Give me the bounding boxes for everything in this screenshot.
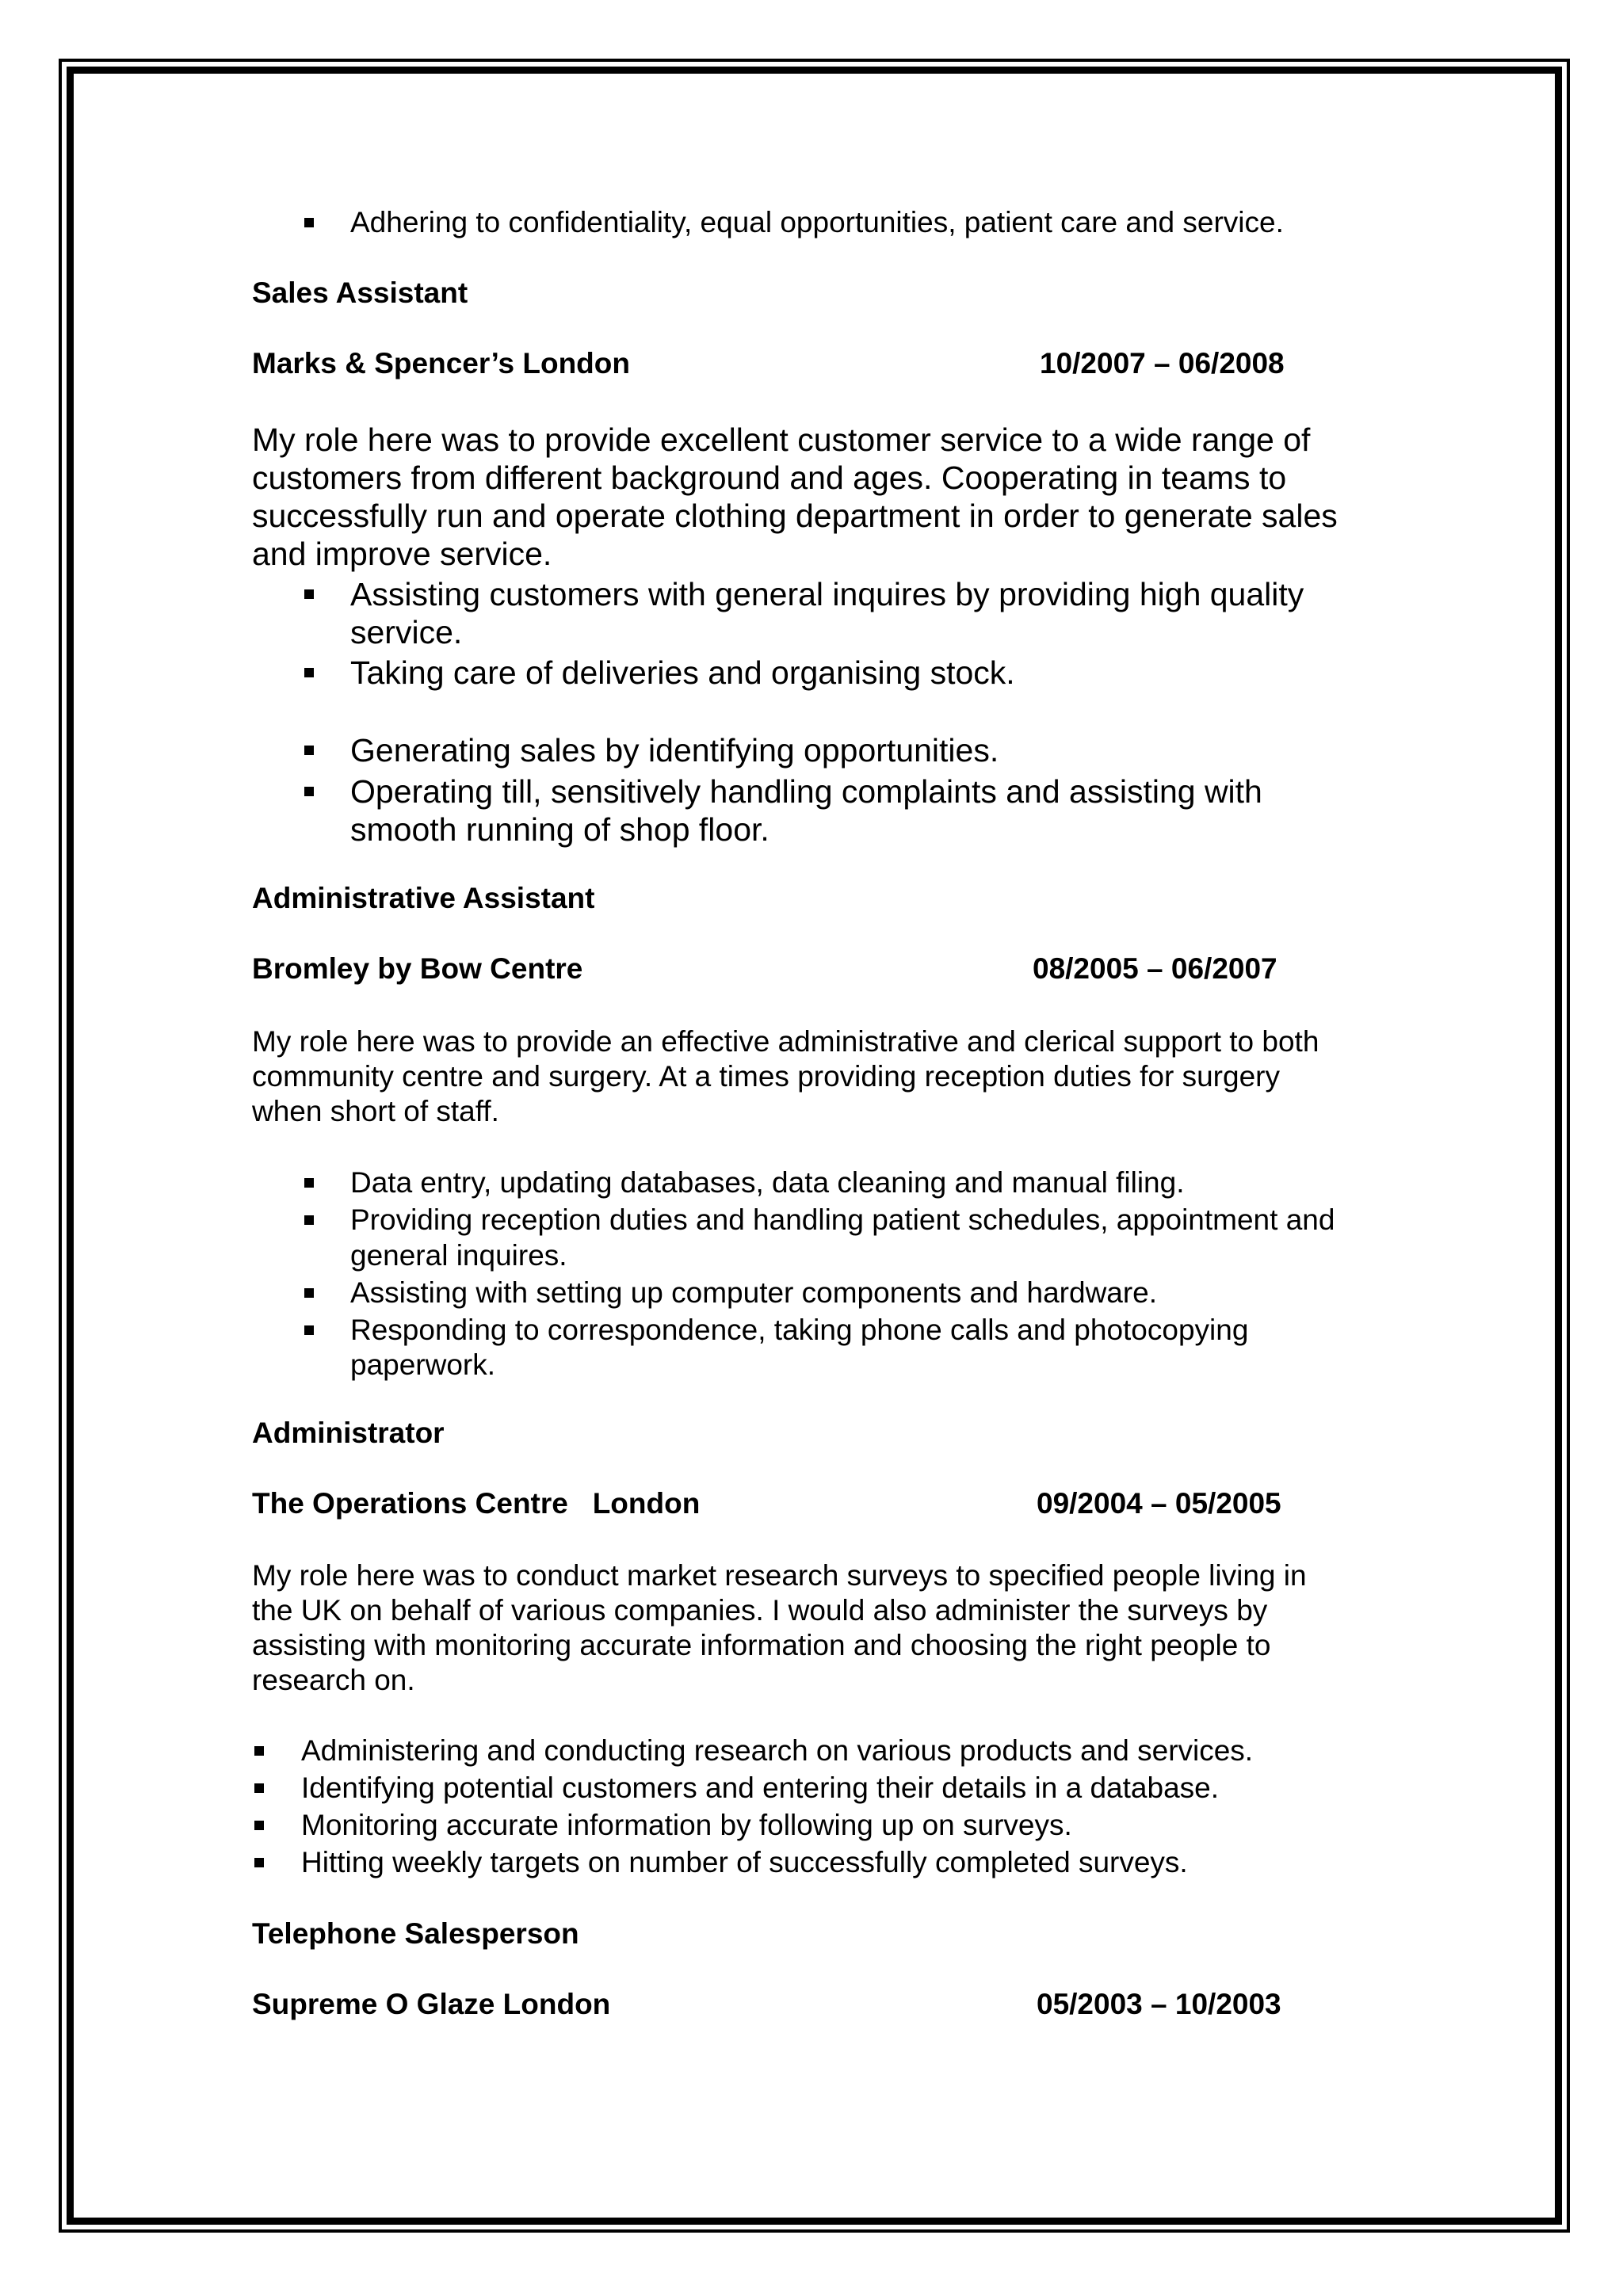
bullet-text: service. <box>350 614 463 650</box>
bullet-text: general inquires. <box>350 1239 567 1272</box>
job-employer: Bromley by Bow Centre <box>252 952 583 985</box>
bullet-text: Providing reception duties and handling patient schedules, appointment and <box>350 1203 1335 1236</box>
bullet-text: Monitoring accurate information by following up on surveys. <box>301 1809 1072 1841</box>
bullet-text: Assisting with setting up computer components and hardware. <box>350 1276 1158 1309</box>
bullet-text: paperwork. <box>350 1348 496 1381</box>
job-description-line: when short of staff. <box>252 1095 499 1127</box>
bullet-text: Taking care of deliveries and organising stock. <box>350 654 1015 691</box>
job-title: Administrative Assistant <box>252 882 595 914</box>
job-dates: 10/2007 – 06/2008 <box>1040 347 1285 379</box>
bullet-square-icon <box>254 1821 264 1830</box>
bullet-square-icon <box>304 589 314 599</box>
bullet-text: Responding to correspondence, taking phone calls and photocopying <box>350 1314 1249 1346</box>
bullet-text: Operating till, sensitively handling complaints and assisting with <box>350 773 1262 810</box>
job-description-line: community centre and surgery. At a times providing reception duties for surgery <box>252 1060 1280 1093</box>
job-employer: Supreme O Glaze London <box>252 1988 611 2020</box>
bullet-square-icon <box>304 1178 314 1188</box>
bullet-square-icon <box>254 1783 264 1793</box>
job-dates: 05/2003 – 10/2003 <box>1037 1988 1281 2020</box>
job-description-line: My role here was to provide an effective administrative and clerical support to both <box>252 1025 1319 1058</box>
bullet-text: Assisting customers with general inquires by providing high quality <box>350 576 1304 612</box>
bullet-text: Administering and conducting research on various products and services. <box>301 1734 1254 1767</box>
bullet-square-icon <box>304 218 314 227</box>
job-description-line: My role here was to provide excellent customer service to a wide range of <box>252 421 1311 458</box>
bullet-text: Generating sales by identifying opportunities. <box>350 732 999 769</box>
job-title: Administrator <box>252 1417 445 1449</box>
job-title: Telephone Salesperson <box>252 1917 579 1950</box>
bullet-square-icon <box>254 1746 264 1756</box>
job-description-line: research on. <box>252 1664 415 1696</box>
job-dates: 08/2005 – 06/2007 <box>1033 952 1277 985</box>
bullet-text: Adhering to confidentiality, equal opportunities, patient care and service. <box>350 206 1284 238</box>
job-description-line: My role here was to conduct market research surveys to specified people living in <box>252 1559 1307 1592</box>
bullet-text: Data entry, updating databases, data cleaning and manual filing. <box>350 1166 1185 1199</box>
bullet-square-icon <box>304 668 314 677</box>
page-border-inner <box>67 67 1562 2225</box>
bullet-square-icon <box>304 746 314 755</box>
job-description-line: the UK on behalf of various companies. I would also administer the surveys by <box>252 1594 1268 1627</box>
job-description-line: successfully run and operate clothing department in order to generate sales <box>252 498 1338 534</box>
job-description-line: assisting with monitoring accurate information and choosing the right people to <box>252 1629 1271 1661</box>
job-employer: Marks & Spencer’s London <box>252 347 630 379</box>
bullet-square-icon <box>304 1288 314 1298</box>
job-employer: The Operations Centre London <box>252 1487 701 1520</box>
bullet-square-icon <box>254 1858 264 1867</box>
job-title: Sales Assistant <box>252 277 468 309</box>
job-description-line: and improve service. <box>252 536 552 572</box>
bullet-square-icon <box>304 1215 314 1225</box>
bullet-text: smooth running of shop floor. <box>350 811 769 848</box>
bullet-square-icon <box>304 1325 314 1335</box>
job-dates: 09/2004 – 05/2005 <box>1037 1487 1281 1520</box>
bullet-text: Identifying potential customers and entering their details in a database. <box>301 1772 1220 1804</box>
bullet-square-icon <box>304 787 314 796</box>
job-description-line: customers from different background and ages. Cooperating in teams to <box>252 460 1287 496</box>
bullet-text: Hitting weekly targets on number of successfully completed surveys. <box>301 1846 1188 1878</box>
